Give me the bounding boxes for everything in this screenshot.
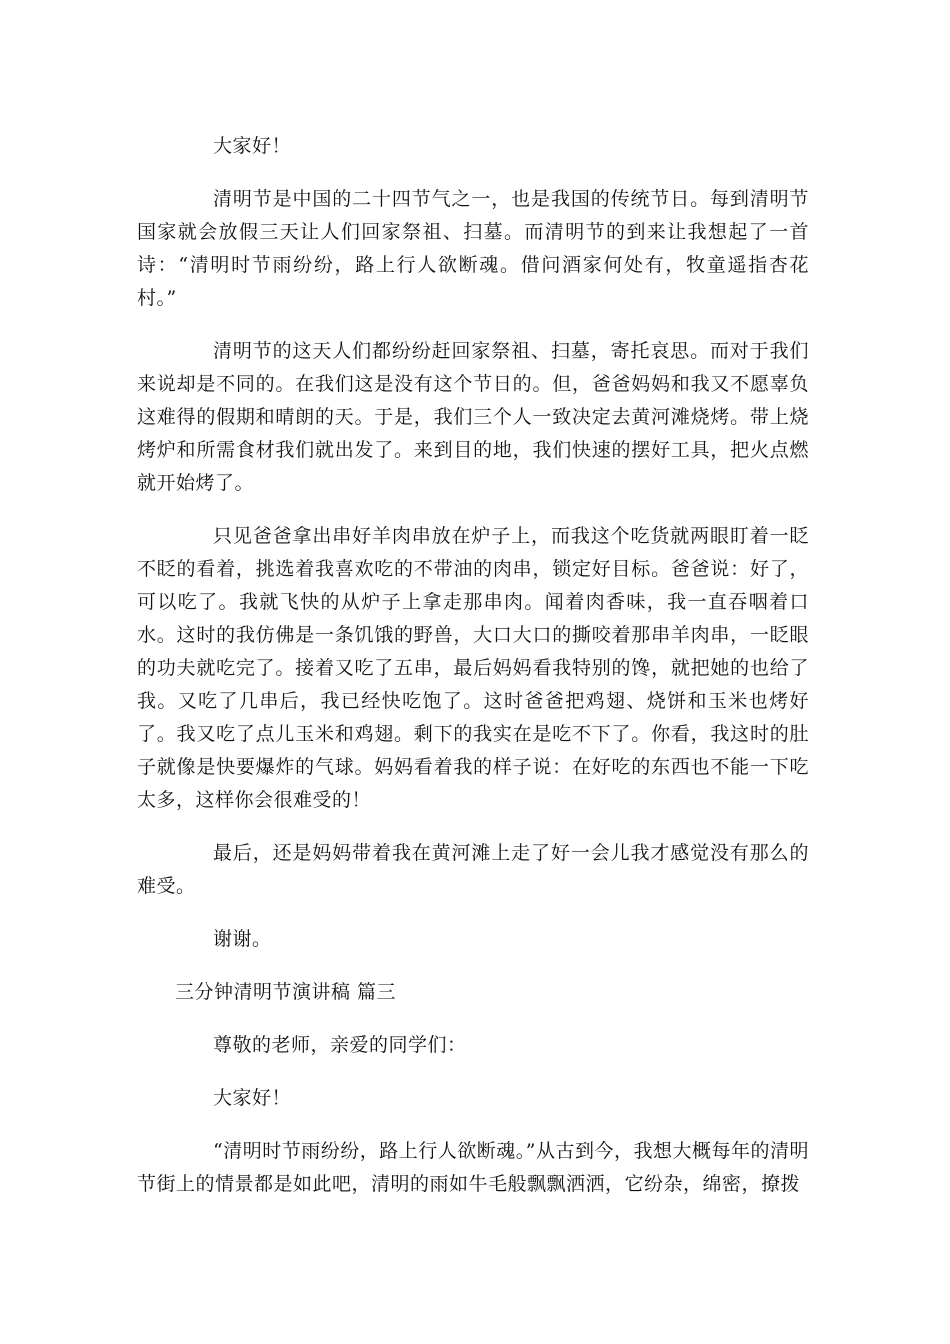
section-title: 三分钟清明节演讲稿 篇三 [175,981,397,1003]
body-paragraph: 清明节是中国的二十四节气之一，也是我国的传统节日。每到清明节国家就会放假三天让人们回家祭祖、扫墓。而清明节的到来让我想起了一首诗：“清明时节雨纷纷，路上行人欲断魂。借问酒家何处有，牧童遥指杏花村。” [137,188,809,309]
body-paragraph: 最后，还是妈妈带着我在黄河滩上走了好一会儿我才感觉没有那么的难受。 [137,842,809,897]
body-paragraph: 只见爸爸拿出串好羊肉串放在炉子上，而我这个吃货就两眼盯着一眨不眨的看着，挑选着我喜欢吃的不带油的肉串，锁定好目标。爸爸说：好了，可以吃了。我就飞快的从炉子上拿走那串肉。闻着肉香味，我一直吞咽着口水。这时的我仿佛是一条饥饿的野兽，大口大口的撕咬着那串羊肉串，一眨眼的功夫就吃完了。接着又吃了五串，最后妈妈看我特别的馋，就把她的也给了我。又吃了几串后，我已经快吃饱了。这时爸爸把鸡翅、烧饼和玉米也烤好了。我又吃了点儿玉米和鸡翅。剩下的我实在是吃不下了。你看，我这时的肚子就像是快要爆炸的气球。妈妈看着我的样子说：在好吃的东西也不能一下吃太多，这样你会很难受的！ [137,525,809,811]
document-page [137,130,809,1221]
greeting-paragraph: 大家好！ [213,135,292,157]
body-paragraph: 清明节的这天人们都纷纷赶回家祭祖、扫墓，寄托哀思。而对于我们来说却是不同的。在我们这是没有这个节日的。但，爸爸妈妈和我又不愿辜负这难得的假期和晴朗的天。于是，我们三个人一致决定去黄河滩烧烤。带上烧烤炉和所需食材我们就出发了。来到目的地，我们快速的摆好工具，把火点燃就开始烤了。 [137,340,809,494]
salutation-paragraph: 尊敬的老师，亲爱的同学们： [213,1034,467,1056]
greeting-paragraph: 大家好！ [213,1087,292,1109]
closing-paragraph: 谢谢。 [213,928,272,950]
body-paragraph: “清明时节雨纷纷，路上行人欲断魂。”从古到今，我想大概每年的清明节街上的情景都是如此吧，清明的雨如牛毛般飘飘洒洒，它纷杂，绵密，撩拨 [137,1140,809,1195]
